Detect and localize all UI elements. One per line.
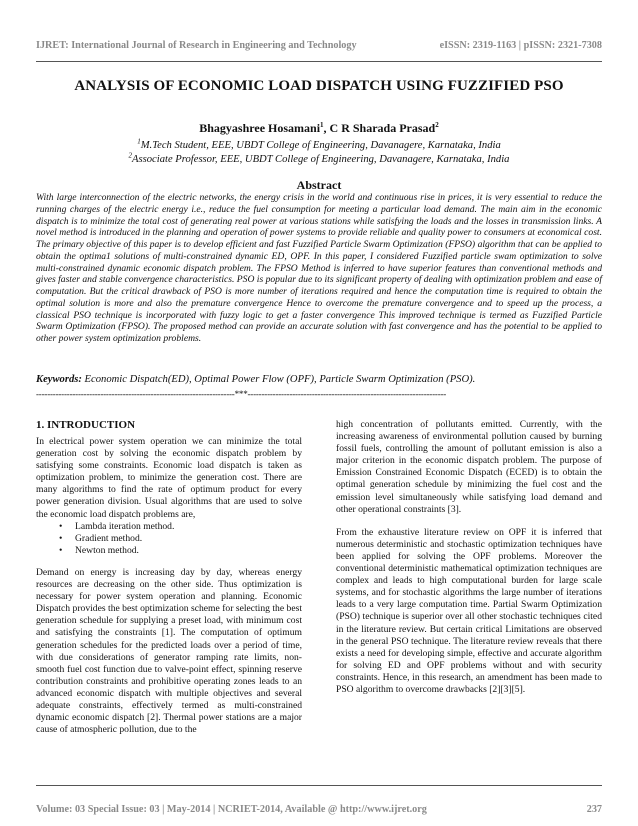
bullet-icon: • (59, 532, 63, 544)
section-separator: -----------------------------------------------------------------------***----------------------------------------------------------------------- (36, 389, 447, 399)
right-column (336, 419, 602, 696)
intro-paragraph-3: high concentration of pollutants emitted. Currently, with the increasing awareness of environmental pollution caused by burning fossil fuels, controlling the amount of pollutant emission is also a major criterion in the economic dispatch problem. The purpose of Emission Constrained Economic Dispatch (ECED) is to obtain the optimal generation schedule by minimizing the fuel cost and the emission level simultaneously while satisfying load demand and other operational constraints [3]. (336, 419, 602, 515)
author-2: , C R Sharada Prasad (323, 121, 436, 135)
journal-footer (36, 804, 602, 818)
journal-header (36, 40, 602, 54)
list-item (36, 521, 302, 533)
author-2-superscript: 2 (435, 121, 439, 129)
list-item (36, 545, 302, 557)
left-column (36, 419, 302, 736)
list-item-text: Gradient method. (75, 532, 143, 544)
keywords-label: Keywords: (36, 374, 82, 385)
header-rule (36, 61, 602, 62)
journal-issn: eISSN: 2319-1163 | pISSN: 2321-7308 (439, 40, 602, 51)
paper-title: ANALYSIS OF ECONOMIC LOAD DISPATCH USING FUZZIFIED PSO (74, 78, 564, 94)
affiliation-1-text: M.Tech Student, EEE, UBDT College of Engineering, Davanagere, Karnataka, India (140, 140, 501, 151)
abstract-text: With large interconnection of the electric networks, the energy crisis in the world and continuous rise in prices, it is very essential to reduce the running charges of the electric energy i.e., reduce the fuel consumption for meeting a particular load demand. The main aim in the economic dispatch is to minimize the total cost of generating real power at various stations while satisfying the loads and the losses in transmission links. A novel method is introduced in the planning and operation of power systems to provide reliable and quality power to consumers at economical cost. The primary objective of this paper is to develop efficient and fast Fuzzified Particle Swarm Optimization (FPSO) algorithm that can be applied to obtain the optima1 solutions of multi-constrained dynamic ED, OPF. In this paper, I considered Fuzzified particle swam optimization to solve multi-constrained dynamic economic dispatch problem. The FPSO Method is inferred to have superior features than conventional methods and gives faster and stable convergence characteristics. PSO is popular due to its significant property of dealing with optimization problem and ease of computation. But the critical drawback of PSO is more number of iterations required and hence the computation time is required to obtain the optimal solution is more and also the premature convergence Hence to overcome the premature convergence and to speed up the process, a classical PSO technique is incorporated with fuzzy logic to get a faster convergence This improved technique is termed as Fuzzified Particle Swarm Optimization (FPSO). The proposed method can provide an accurate solution with fast convergence and has the potential to be applied to other power system optimization problems. (36, 192, 602, 344)
intro-paragraph-2: Demand on energy is increasing day by day, whereas energy resources are decreasing on the other side. Thus optimization is necessary for power system operation and planning. Economic Dispatch provides the best optimization scheme for selecting the best generation schedule for supplying a preset load, with minimum cost and satisfying the constraints [1]. The computation of optimum generation schedules for the predicted loads over a period of time, with due considerations of generator ramping rate limits, non-smooth fuel cost function due to valve-point effect, spinning reserve contribution constraints and prohibitive operating zones leads to an advanced economic dispatch with multiple objectives and several adequate constraints, effectively termed as multi-constrained dynamic economic dispatch [2]. Thermal power stations are a major cause of atmospheric pollution, due to the (36, 566, 302, 736)
bullet-icon: • (59, 520, 63, 532)
page-number: 237 (586, 804, 602, 815)
list-item-text: Newton method. (75, 544, 139, 556)
author-1-superscript: 1 (320, 121, 324, 129)
intro-paragraph-1: In electrical power system operation we can minimize the total generation cost by solving the economic dispatch problem by satisfying some constraints. Economic load dispatch is taken as optimization problem, to minimize the generation cost. There are many algorithms to find the rate of optimum product for every power generation division. Usual algorithms that are used to solve the economic load dispatch problems are, (36, 436, 302, 520)
list-item (36, 533, 302, 545)
bullet-icon: • (59, 544, 63, 556)
intro-paragraph-4: From the exhaustive literature review on OPF it is inferred that numerous deterministic and stochastic optimization techniques have been applied for solving the OPF problems. Moreover the conventional deterministic mathematical optimization techniques are complex and leads to high computational burden for large scale systems, and for stochastic algorithms the large number of iterations leads to a very large computation time. Partial Swarm Optimization (PSO) technique is superior over all other stochastic techniques cited in the literature review. But certain critical Limitations are observed in the general PSO technique. The literature review reveals that there exists a need for developing simple, effective and accurate algorithm for solving ED and OPF problems without and with security constraints. Hence, in this research, an amendment has been made to PSO algorithm to overcome drawbacks [2][3][5]. (336, 526, 602, 695)
author-line (0, 121, 638, 136)
abstract-heading: Abstract (296, 178, 342, 192)
affiliation-1-superscript: 1 (137, 137, 141, 146)
section-heading-introduction: 1. INTRODUCTION (36, 419, 136, 431)
affiliation-1 (0, 137, 638, 151)
affiliation-2 (0, 151, 638, 165)
algorithm-list (36, 521, 302, 557)
footer-rule (36, 785, 602, 786)
keywords-line (36, 374, 602, 385)
list-item-text: Lambda iteration method. (75, 520, 175, 532)
author-1: Bhagyashree Hosamani (199, 121, 321, 135)
keywords-text: Economic Dispatch(ED), Optimal Power Flow (OPF), Particle Swarm Optimization (PSO). (81, 374, 476, 385)
footer-citation: Volume: 03 Special Issue: 03 | May-2014 | NCRIET-2014, Available @ http://www.ijret.org (36, 804, 427, 815)
affiliation-2-text: Associate Professor, EEE, UBDT College of Engineering, Davanagere, Karnataka, India (132, 154, 510, 165)
affiliation-2-superscript: 2 (128, 151, 133, 160)
journal-name: IJRET: International Journal of Research in Engineering and Technology (36, 40, 357, 51)
